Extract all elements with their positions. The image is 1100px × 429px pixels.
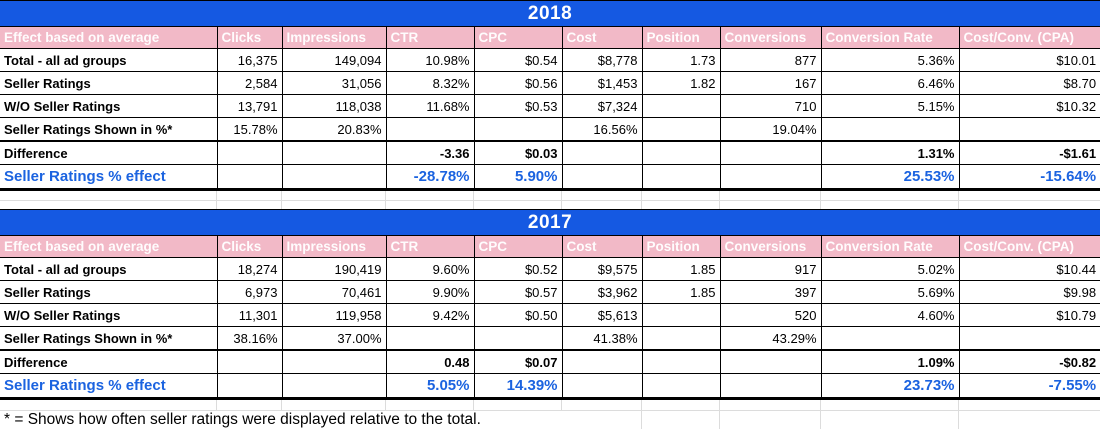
cell-w-o-seller-ratings-ctr[interactable]: 9.42% [386,304,474,327]
column-header-cost-conv-cpa[interactable]: Cost/Conv. (CPA) [959,27,1100,49]
cell-seller-ratings-effect-position[interactable] [642,374,720,399]
cell-total-all-ad-groups-conversion-rate[interactable]: 5.36% [821,49,959,72]
cell-seller-ratings-effect-ctr[interactable]: 5.05% [386,374,474,399]
cell-seller-ratings-effect-position[interactable] [642,165,720,190]
row-label-seller-ratings-effect[interactable]: Seller Ratings % effect [0,374,217,399]
table-2017 [0,209,1100,400]
cell-seller-ratings-effect-cost-conv-cpa[interactable]: -15.64% [959,165,1100,190]
row-total-all-ad-groups [0,49,1100,72]
cell-seller-ratings-ctr[interactable]: 8.32% [386,72,474,95]
cell-seller-ratings-conversion-rate[interactable]: 6.46% [821,72,959,95]
cell-seller-ratings-shown-in-conversions[interactable]: 43.29% [720,327,821,351]
column-header-impressions[interactable]: Impressions [282,27,386,49]
table-2018 [0,0,1100,191]
cell-w-o-seller-ratings-conversion-rate[interactable]: 5.15% [821,95,959,118]
footnote-text: * = Shows how often seller ratings were displayed relative to the total. [4,411,481,428]
cell-seller-ratings-shown-in-ctr[interactable] [386,327,474,351]
cell-total-all-ad-groups-position[interactable]: 1.85 [642,258,720,281]
cell-seller-ratings-cost[interactable]: $3,962 [562,281,642,304]
empty-row [0,191,1100,201]
cell-seller-ratings-shown-in-impressions[interactable]: 37.00% [282,327,386,351]
column-header-ctr[interactable]: CTR [386,27,474,49]
cell-seller-ratings-position[interactable]: 1.82 [642,72,720,95]
cell-w-o-seller-ratings-clicks[interactable]: 11,301 [217,304,282,327]
cell-w-o-seller-ratings-conversions[interactable]: 710 [720,95,821,118]
cell-difference-position[interactable] [642,350,720,374]
column-header-ctr[interactable]: CTR [386,236,474,258]
row-label-difference[interactable]: Difference [0,141,217,165]
cell-total-all-ad-groups-cpc[interactable]: $0.54 [474,49,562,72]
row-label-total-all-ad-groups[interactable]: Total - all ad groups [0,258,217,281]
cell-total-all-ad-groups-impressions[interactable]: 149,094 [282,49,386,72]
cell-seller-ratings-clicks[interactable]: 6,973 [217,281,282,304]
cell-total-all-ad-groups-cpc[interactable]: $0.52 [474,258,562,281]
cell-seller-ratings-effect-cpc[interactable]: 5.90% [474,165,562,190]
cell-seller-ratings-conversions[interactable]: 397 [720,281,821,304]
cell-w-o-seller-ratings-cost[interactable]: $7,324 [562,95,642,118]
cell-seller-ratings-shown-in-conversions[interactable]: 19.04% [720,118,821,142]
cell-seller-ratings-ctr[interactable]: 9.90% [386,281,474,304]
cell-seller-ratings-shown-in-clicks[interactable]: 38.16% [217,327,282,351]
cell-difference-cost[interactable] [562,350,642,374]
cell-total-all-ad-groups-conversions[interactable]: 877 [720,49,821,72]
cell-difference-conversions[interactable] [720,350,821,374]
cell-seller-ratings-conversion-rate[interactable]: 5.69% [821,281,959,304]
cell-seller-ratings-cost-conv-cpa[interactable]: $8.70 [959,72,1100,95]
cell-w-o-seller-ratings-ctr[interactable]: 11.68% [386,95,474,118]
column-header-cost[interactable]: Cost [562,27,642,49]
row-label-total-all-ad-groups[interactable]: Total - all ad groups [0,49,217,72]
cell-seller-ratings-shown-in-conversion-rate[interactable] [821,118,959,142]
cell-seller-ratings-effect-ctr[interactable]: -28.78% [386,165,474,190]
cell-seller-ratings-effect-clicks[interactable] [217,374,282,399]
cell-seller-ratings-impressions[interactable]: 31,056 [282,72,386,95]
cell-w-o-seller-ratings-cpc[interactable]: $0.50 [474,304,562,327]
row-label-seller-ratings-effect[interactable]: Seller Ratings % effect [0,165,217,190]
cell-total-all-ad-groups-cost-conv-cpa[interactable]: $10.44 [959,258,1100,281]
cell-difference-conversions[interactable] [720,141,821,165]
column-header-clicks[interactable]: Clicks [217,236,282,258]
column-header-conversions[interactable]: Conversions [720,236,821,258]
cell-difference-ctr[interactable]: -3.36 [386,141,474,165]
cell-difference-conversion-rate[interactable]: 1.09% [821,350,959,374]
row-w-o-seller-ratings [0,95,1100,118]
cell-seller-ratings-impressions[interactable]: 70,461 [282,281,386,304]
row-label-seller-ratings-shown-in[interactable]: Seller Ratings Shown in %* [0,118,217,142]
cell-seller-ratings-shown-in-impressions[interactable]: 20.83% [282,118,386,142]
cell-seller-ratings-effect-cost[interactable] [562,374,642,399]
column-header-conversions[interactable]: Conversions [720,27,821,49]
cell-w-o-seller-ratings-cost-conv-cpa[interactable]: $10.79 [959,304,1100,327]
cell-seller-ratings-effect-impressions[interactable] [282,374,386,399]
cell-total-all-ad-groups-conversion-rate[interactable]: 5.02% [821,258,959,281]
cell-seller-ratings-shown-in-cost[interactable]: 41.38% [562,327,642,351]
cell-seller-ratings-shown-in-cpc[interactable] [474,327,562,351]
column-header-row-2017 [0,236,1100,258]
row-w-o-seller-ratings [0,304,1100,327]
cell-difference-cost[interactable] [562,141,642,165]
cell-difference-cost-conv-cpa[interactable]: -$0.82 [959,350,1100,374]
cell-difference-position[interactable] [642,141,720,165]
column-header-clicks[interactable]: Clicks [217,27,282,49]
year-title-2018[interactable]: 2018 [0,1,1100,27]
table-body-2018 [0,49,1100,190]
title-row-2018 [0,1,1100,27]
row-seller-ratings [0,72,1100,95]
row-label-seller-ratings[interactable]: Seller Ratings [0,72,217,95]
row-label-difference[interactable]: Difference [0,350,217,374]
cell-seller-ratings-shown-in-conversion-rate[interactable] [821,327,959,351]
cell-seller-ratings-cost-conv-cpa[interactable]: $9.98 [959,281,1100,304]
cell-seller-ratings-cpc[interactable]: $0.57 [474,281,562,304]
cell-seller-ratings-effect-cpc[interactable]: 14.39% [474,374,562,399]
column-header-effect-based-on-average[interactable]: Effect based on average [0,236,217,258]
column-header-conversion-rate[interactable]: Conversion Rate [821,236,959,258]
cell-seller-ratings-effect-clicks[interactable] [217,165,282,190]
row-seller-ratings-effect [0,165,1100,190]
cell-seller-ratings-shown-in-cost[interactable]: 16.56% [562,118,642,142]
cell-difference-cpc[interactable]: $0.03 [474,141,562,165]
column-header-conversion-rate[interactable]: Conversion Rate [821,27,959,49]
column-header-position[interactable]: Position [642,236,720,258]
cell-difference-ctr[interactable]: 0.48 [386,350,474,374]
row-seller-ratings-shown-in [0,327,1100,351]
cell-seller-ratings-effect-cost[interactable] [562,165,642,190]
column-header-cost-conv-cpa[interactable]: Cost/Conv. (CPA) [959,236,1100,258]
cell-seller-ratings-cost[interactable]: $1,453 [562,72,642,95]
cell-seller-ratings-shown-in-cost-conv-cpa[interactable] [959,118,1100,142]
cell-total-all-ad-groups-impressions[interactable]: 190,419 [282,258,386,281]
cell-w-o-seller-ratings-cost-conv-cpa[interactable]: $10.32 [959,95,1100,118]
cell-seller-ratings-shown-in-position[interactable] [642,327,720,351]
cell-total-all-ad-groups-clicks[interactable]: 16,375 [217,49,282,72]
column-header-impressions[interactable]: Impressions [282,236,386,258]
column-header-row-2018 [0,27,1100,49]
row-difference [0,350,1100,374]
cell-seller-ratings-position[interactable]: 1.85 [642,281,720,304]
cell-total-all-ad-groups-position[interactable]: 1.73 [642,49,720,72]
footnote-row [0,411,1100,429]
cell-seller-ratings-shown-in-cost-conv-cpa[interactable] [959,327,1100,351]
row-label-seller-ratings[interactable]: Seller Ratings [0,281,217,304]
row-label-seller-ratings-shown-in[interactable]: Seller Ratings Shown in %* [0,327,217,351]
empty-row [0,201,1100,210]
cell-total-all-ad-groups-cost-conv-cpa[interactable]: $10.01 [959,49,1100,72]
cell-w-o-seller-ratings-conversions[interactable]: 520 [720,304,821,327]
cell-seller-ratings-effect-conversion-rate[interactable]: 25.53% [821,165,959,190]
cell-w-o-seller-ratings-impressions[interactable]: 119,958 [282,304,386,327]
cell-total-all-ad-groups-ctr[interactable]: 10.98% [386,49,474,72]
column-header-position[interactable]: Position [642,27,720,49]
year-title-2017[interactable]: 2017 [0,210,1100,236]
cell-seller-ratings-conversions[interactable]: 167 [720,72,821,95]
cell-difference-impressions[interactable] [282,141,386,165]
cell-seller-ratings-effect-conversions[interactable] [720,165,821,190]
cell-difference-clicks[interactable] [217,350,282,374]
empty-row [0,400,1100,411]
cell-w-o-seller-ratings-cpc[interactable]: $0.53 [474,95,562,118]
cell-seller-ratings-shown-in-clicks[interactable]: 15.78% [217,118,282,142]
cell-difference-conversion-rate[interactable]: 1.31% [821,141,959,165]
cell-w-o-seller-ratings-position[interactable] [642,304,720,327]
cell-difference-clicks[interactable] [217,141,282,165]
title-row-2017 [0,210,1100,236]
cell-seller-ratings-effect-conversions[interactable] [720,374,821,399]
row-label-w-o-seller-ratings[interactable]: W/O Seller Ratings [0,95,217,118]
column-header-cpc[interactable]: CPC [474,236,562,258]
cell-seller-ratings-shown-in-ctr[interactable] [386,118,474,142]
cell-total-all-ad-groups-ctr[interactable]: 9.60% [386,258,474,281]
row-label-w-o-seller-ratings[interactable]: W/O Seller Ratings [0,304,217,327]
cell-w-o-seller-ratings-conversion-rate[interactable]: 4.60% [821,304,959,327]
cell-seller-ratings-effect-conversion-rate[interactable]: 23.73% [821,374,959,399]
cell-seller-ratings-cpc[interactable]: $0.56 [474,72,562,95]
cell-total-all-ad-groups-clicks[interactable]: 18,274 [217,258,282,281]
cell-w-o-seller-ratings-position[interactable] [642,95,720,118]
cell-difference-impressions[interactable] [282,350,386,374]
cell-difference-cost-conv-cpa[interactable]: -$1.61 [959,141,1100,165]
column-header-cpc[interactable]: CPC [474,27,562,49]
column-header-effect-based-on-average[interactable]: Effect based on average [0,27,217,49]
cell-total-all-ad-groups-cost[interactable]: $9,575 [562,258,642,281]
cell-total-all-ad-groups-cost[interactable]: $8,778 [562,49,642,72]
cell-seller-ratings-shown-in-position[interactable] [642,118,720,142]
row-seller-ratings-effect [0,374,1100,399]
cell-seller-ratings-clicks[interactable]: 2,584 [217,72,282,95]
cell-difference-cpc[interactable]: $0.07 [474,350,562,374]
cell-seller-ratings-effect-impressions[interactable] [282,165,386,190]
cell-seller-ratings-effect-cost-conv-cpa[interactable]: -7.55% [959,374,1100,399]
cell-w-o-seller-ratings-impressions[interactable]: 118,038 [282,95,386,118]
cell-total-all-ad-groups-conversions[interactable]: 917 [720,258,821,281]
column-header-cost[interactable]: Cost [562,236,642,258]
row-total-all-ad-groups [0,258,1100,281]
row-difference [0,141,1100,165]
cell-seller-ratings-shown-in-cpc[interactable] [474,118,562,142]
cell-w-o-seller-ratings-clicks[interactable]: 13,791 [217,95,282,118]
table-body-2017 [0,258,1100,399]
row-seller-ratings [0,281,1100,304]
row-seller-ratings-shown-in [0,118,1100,142]
cell-w-o-seller-ratings-cost[interactable]: $5,613 [562,304,642,327]
